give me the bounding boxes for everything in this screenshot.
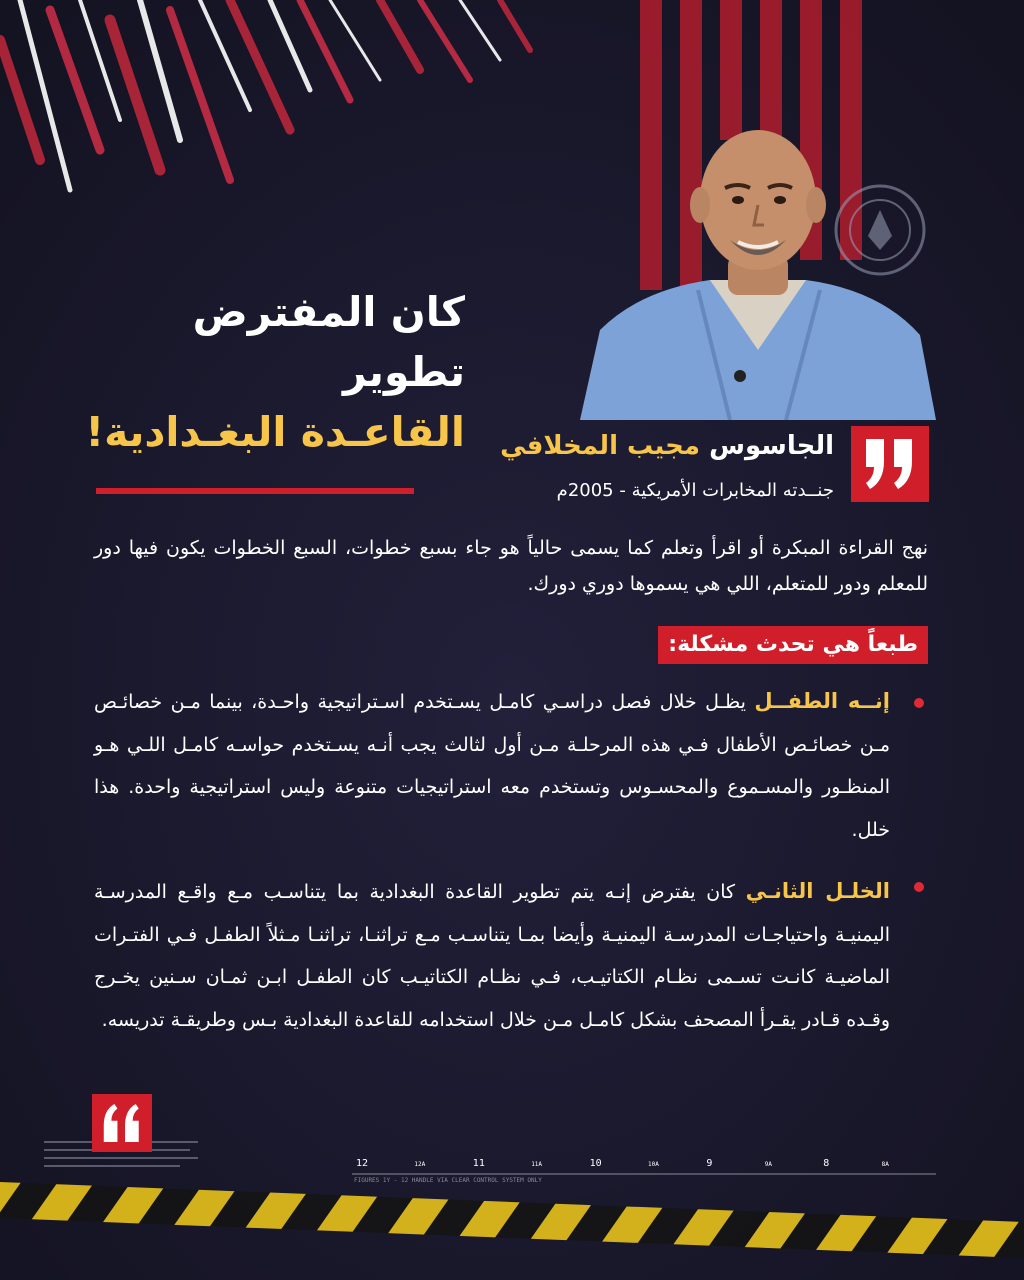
bullet-2-lead: الخلـل الثانـي	[745, 879, 891, 903]
ruler-number: 10A	[648, 1161, 659, 1168]
portrait-photo	[580, 120, 936, 420]
section-title: طبعاً هي تحدث مشكلة:	[658, 626, 928, 664]
ruler-caption: FIGURES 1Y - 12 HANDLE VIA CLEAR CONTROL SYSTEM ONLY	[354, 1177, 542, 1184]
ruler-number: 12	[356, 1158, 369, 1169]
headline-line2: القاعـدة البغـدادية!	[85, 408, 465, 456]
bullet-item-1	[94, 680, 890, 851]
headline-line1: كان المفترض تطوير	[192, 288, 465, 396]
bullet-2-text: كان يفترض إنـه يتم تطوير القاعدة البغدادية بما يتناسـب مـع واقـع المدرسـة اليمنيـة واحتياجـات المدرسـة اليمنيـة وأيضا بمـا يتناسـب مـع تراثنـا، تراثنـا مـثلاً الطفـل فـي الفتـرات الماضيـة كانـت تسـمى نظـام الكتاتيـب، فـي نظـام الكتاتيـب كان الطفـل ابـن ثمـان سـنين يخـرج وقـده قـادر يقـرأ المصحف بشكل كامـل مـن خلال استخدامه للقاعدة البغدادية بـس وطريقـة تدريسه.	[94, 881, 890, 1031]
ruler-number: 8A	[881, 1161, 889, 1168]
ruler-number: 12A	[414, 1161, 426, 1168]
red-dot-icon	[914, 698, 924, 708]
ruler-number: 10	[589, 1158, 602, 1169]
speaker-full-name: مجيب المخلافي	[500, 431, 701, 461]
speaker-name	[500, 428, 834, 464]
headline	[60, 282, 465, 462]
speaker-subtitle: جنــدته المخابرات الأمريكية - 2005م	[556, 480, 834, 501]
bullet-1-text: يظـل خلال فصل دراسـي كامـل يسـتخدم اسـتراتيجية واحـدة، بينما مـن خصائـص مـن خصائـص الأطفال فـي هذه المرحلـة مـن أول لثالث يجب أنـه يسـتخدم حواسـه كامـل اللـي هـو المنظـور والمسـموع والمحسـوس وتستخدم معه استراتيجيات متنوعة وليس استراتيجية واحدة. هذا خلل.	[94, 691, 890, 841]
bullet-item-2	[94, 870, 890, 1041]
ruler-number: 9	[706, 1158, 713, 1169]
closing-quote-icon	[851, 426, 929, 502]
ruler-number: 11	[472, 1158, 485, 1169]
divider-line	[96, 488, 414, 494]
ruler-number: 11A	[531, 1161, 543, 1168]
speaker-prefix: الجاسوس	[709, 431, 834, 461]
bullet-1-lead: إنــه الطفــل	[754, 689, 890, 713]
red-dot-icon	[914, 882, 924, 892]
opening-quote-icon	[92, 1094, 152, 1152]
ruler-number: 8	[823, 1158, 830, 1169]
intro-paragraph: نهج القراءة المبكرة أو اقرأ وتعلم كما يسمى حالياً هو جاء بسبع خطوات، السبع الخطوات يكون فيها دور للمعلم ودور للمتعلم، اللي هي يسموها دوري دورك.	[94, 537, 928, 595]
ruler-number: 9A	[764, 1161, 773, 1168]
caution-tape	[0, 1160, 1024, 1280]
